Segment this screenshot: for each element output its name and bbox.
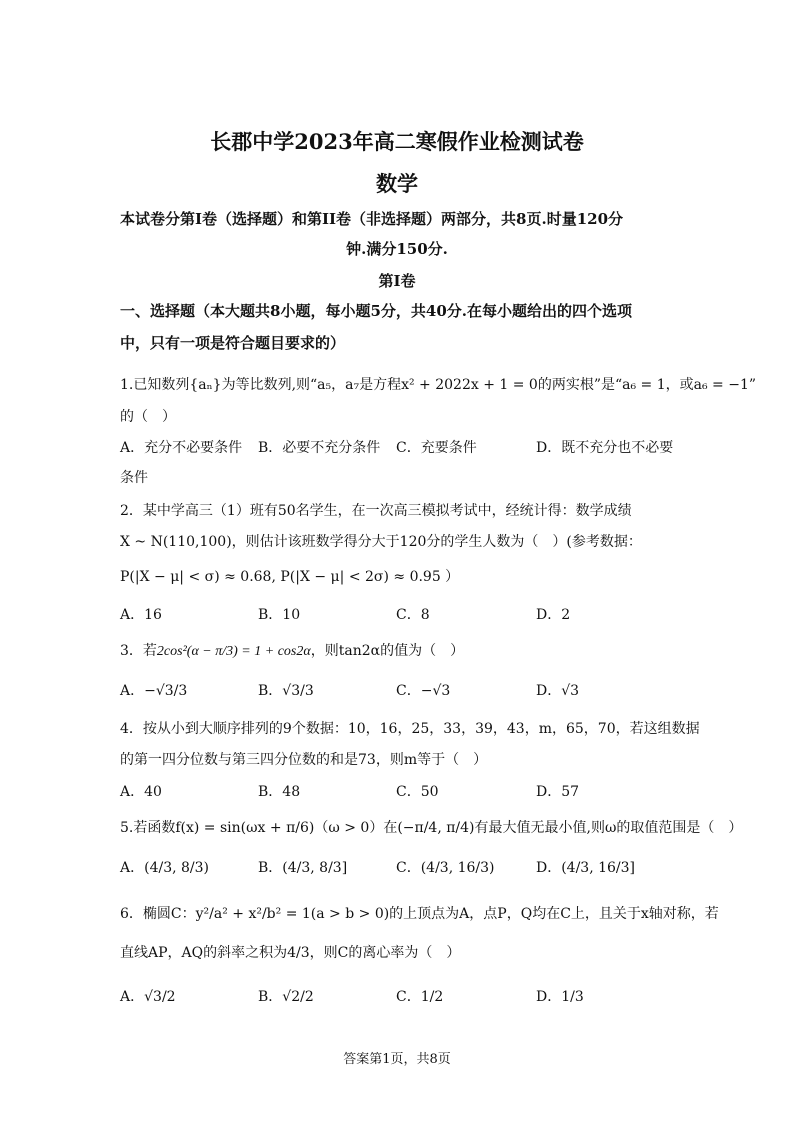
- q2-stem-line2: X ~ N(110,100)，则估计该班数学得分大于120分的学生人数为（ ）(参考数据：: [120, 534, 642, 550]
- exam-intro-line1: 本试卷分第I卷（选择题）和第II卷（非选择题）两部分，共8页.时量120分: [120, 210, 624, 228]
- q1-option-b: B．必要不充分条件: [258, 440, 381, 456]
- section-heading-line2: 中，只有一项是符合题目要求的）: [120, 334, 346, 352]
- q4-stem-line1: 4．按从小到大顺序排列的9个数据：10，16，25，33，39，43，m，65，70，若这组数据: [120, 721, 700, 737]
- q4-option-a: A．40: [120, 784, 162, 800]
- q3-option-a: A．−√3/3: [120, 683, 188, 699]
- q3-option-d: D．√3: [536, 683, 580, 699]
- q3-expression: 2cos²(α − π/3) = 1 + cos2α: [156, 644, 311, 659]
- exam-subject: 数学: [376, 171, 418, 196]
- q1-option-c: C．充要条件: [396, 440, 477, 456]
- exam-title: 长郡中学2023年高二寒假作业检测试卷: [210, 129, 584, 154]
- q4-option-c: C．50: [396, 784, 439, 800]
- q6-stem-line1: 6．椭圆C：y²/a² + x²/b² = 1(a > b > 0)的上顶点为A，点P，Q均在C上，且关于x轴对称，若: [120, 906, 719, 922]
- q2-option-a: A．16: [120, 607, 162, 623]
- q4-option-d: D．57: [536, 784, 580, 800]
- part-heading: 第I卷: [378, 272, 416, 290]
- q5-option-c: C．(4/3, 16/3): [396, 860, 495, 876]
- section-heading-line1: 一、选择题（本大题共8小题，每小题5分，共40分.在每小题给出的四个选项: [120, 302, 632, 320]
- q6-stem-line2: 直线AP，AQ的斜率之积为4/3，则C的离心率为（ ）: [120, 945, 461, 961]
- q6-option-b: B．√2/2: [258, 989, 314, 1005]
- page-footer: 答案第1页，共8页: [343, 1052, 451, 1067]
- q2-option-b: B．10: [258, 607, 301, 623]
- q2-option-d: D．2: [536, 607, 571, 623]
- exam-intro-line2: 钟.满分150分.: [346, 240, 448, 258]
- q6-option-c: C．1/2: [396, 989, 444, 1005]
- q1-option-d-wrap: 条件: [120, 470, 148, 486]
- q2-option-c: C．8: [396, 607, 430, 623]
- q2-stem-line3: P(|X − μ| < σ) ≈ 0.68, P(|X − μ| < 2σ) ≈ 0.95 ）: [120, 569, 460, 585]
- q3-suffix: ，则tan2α的值为（ ）: [310, 643, 465, 659]
- q3-stem: [120, 640, 464, 660]
- q4-stem-line2: 的第一四分位数与第三四分位数的和是73，则m等于（ ）: [120, 752, 488, 768]
- q5-stem: 5.若函数f(x) = sin(ωx + π/6)（ω > 0）在(−π/4, π/4)有最大值无最小值,则ω的取值范围是（ ）: [120, 820, 743, 836]
- q3-prefix: 3．若: [120, 643, 157, 659]
- q4-option-b: B．48: [258, 784, 301, 800]
- q3-option-b: B．√3/3: [258, 683, 314, 699]
- q2-stem-line1: 2．某中学高三（1）班有50名学生，在一次高三模拟考试中，经统计得：数学成绩: [120, 503, 632, 519]
- q1-option-a: A．充分不必要条件: [120, 440, 243, 456]
- q5-option-a: A．(4/3, 8/3): [120, 860, 209, 876]
- q3-option-c: C．−√3: [396, 683, 451, 699]
- q1-option-d: D．既不充分也不必要: [536, 440, 674, 456]
- q6-option-a: A．√3/2: [120, 989, 176, 1005]
- q1-stem-line2: 的（ ）: [120, 409, 176, 425]
- q1-stem-line1: 1.已知数列{aₙ}为等比数列,则“a₅，a₇是方程x² + 2022x + 1 = 0的两实根”是“a₆ = 1，或a₆ = −1”: [120, 377, 757, 393]
- q5-option-b: B．(4/3, 8/3]: [258, 860, 348, 876]
- q5-option-d: D．(4/3, 16/3]: [536, 860, 636, 876]
- q6-option-d: D．1/3: [536, 989, 584, 1005]
